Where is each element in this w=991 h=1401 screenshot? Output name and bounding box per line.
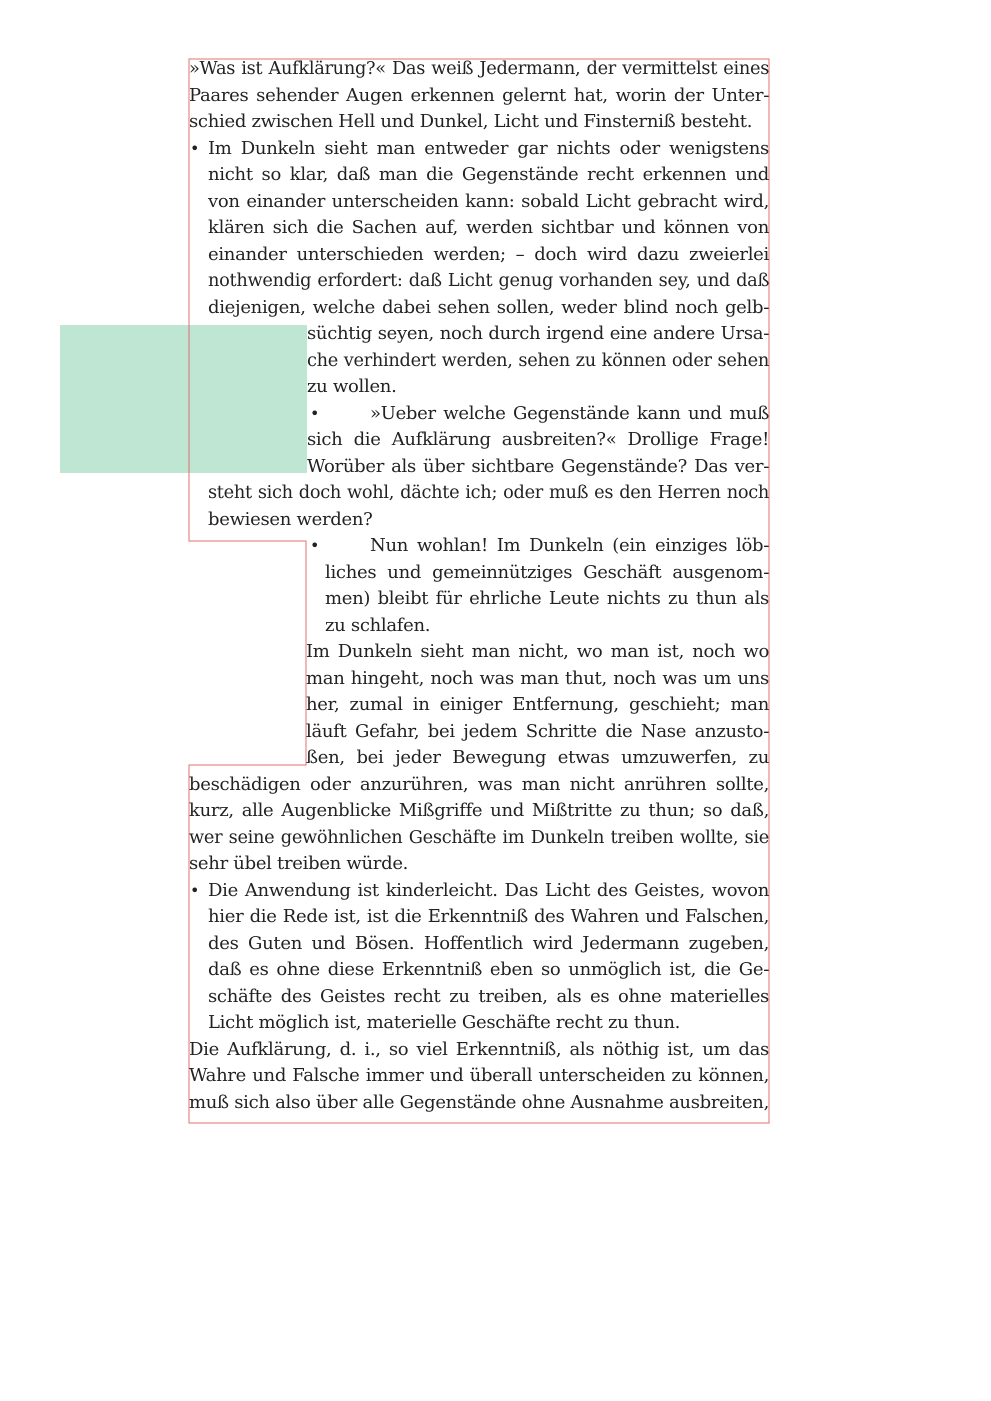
text-line: von einander unterscheiden kann: sobald Licht gebracht wird, [208, 190, 769, 212]
text-line: steht sich doch wohl, dächte ich; oder muß es den Herren noch [208, 483, 769, 503]
text-line: diejenigen, welche dabei sehen sollen, weder blind noch gelb- [208, 296, 769, 318]
text-line: schied zwischen Hell und Dunkel, Licht und Finsterniß besteht. [189, 111, 753, 132]
text-line: Die Aufklärung, d. i., so viel Erkenntniß, als nöthig ist, um das [189, 1038, 769, 1060]
text-line: »Ueber welche Gegenstände kann und muß [370, 402, 769, 424]
text-line: »Was ist Aufklärung?« Das weiß Jedermann, der vermittelst eines [189, 59, 769, 79]
text-line: einander unterschieden werden; – doch wird dazu zweierlei [208, 243, 769, 265]
text-line: ßen, bei jeder Bewegung etwas umzuwerfen, zu [306, 747, 769, 768]
text-line: zu schlafen. [325, 614, 431, 636]
text-line: des Guten und Bösen. Hoffentlich wird Jedermann zugeben, [208, 932, 769, 954]
bullet-icon: • [310, 536, 320, 555]
text-line: muß sich also über alle Gegenstände ohne Ausnahme ausbreiten, [189, 1091, 769, 1113]
text-line: sich die Aufklärung ausbreiten?« Drollige Frage! [307, 429, 769, 450]
text-line: liches und gemeinnütziges Geschäft ausgenom- [325, 561, 769, 583]
text-line: man hingeht, noch was man thut, noch was um uns [306, 667, 769, 689]
text-line: schäfte des Geistes recht zu treiben, als es ohne materielles [208, 985, 769, 1007]
text-line: beschädigen oder anzurühren, was man nicht anrühren sollte, [189, 773, 769, 795]
text-line: Wahre und Falsche immer und überall unterscheiden zu können, [189, 1065, 769, 1086]
bullet-icon: • [190, 880, 200, 900]
text-line: klären sich die Sachen auf, werden sichtbar und können von [208, 217, 769, 238]
text-line: Paares sehender Augen erkennen gelernt hat, worin der Unter- [189, 84, 769, 106]
text-line: hier die Rede ist, ist die Erkenntniß des Wahren und Falschen, [208, 906, 769, 927]
text-line: che verhindert werden, sehen zu können oder sehen [307, 350, 769, 371]
text-line: nicht so klar, daß man die Gegenstände recht erkennen und [208, 164, 769, 185]
text-line: läuft Gefahr, bei jedem Schritte die Nase anzusto- [306, 720, 769, 742]
float-region [60, 325, 307, 473]
text-line: zu wollen. [307, 376, 397, 397]
text-line: Im Dunkeln sieht man entweder gar nichts oder wenigstens [208, 137, 769, 159]
text-line: sehr übel treiben würde. [189, 853, 409, 874]
text-line: Licht möglich ist, materielle Geschäfte recht zu thun. [208, 1012, 681, 1033]
text-line: Im Dunkeln sieht man nicht, wo man ist, noch wo [306, 641, 769, 662]
text-line: bewiesen werden? [208, 508, 373, 530]
text-line: nothwendig erfordert: daß Licht genug vorhanden sey, und daß [208, 271, 769, 291]
text-line: her, zumal in einiger Entfernung, geschieht; man [306, 694, 769, 715]
text-line: daß es ohne diese Erkenntniß eben so unmöglich ist, die Ge- [208, 959, 769, 980]
text-line: Worüber als über sichtbare Gegenstände? Das ver- [307, 455, 769, 477]
text-line: wer seine gewöhnlichen Geschäfte im Dunkeln treiben wollte, sie [189, 827, 769, 848]
text-line: men) bleibt für ehrliche Leute nichts zu thun als [325, 588, 769, 609]
bullet-icon: • [310, 403, 320, 423]
text-line: süchtig seyen, noch durch irgend eine andere Ursa- [307, 323, 769, 344]
text-line: Die Anwendung ist kinderleicht. Das Licht des Geistes, wovon [208, 879, 769, 901]
bullet-icon: • [190, 138, 200, 158]
text-line: kurz, alle Augenblicke Mißgriffe und Mißtritte zu thun; so daß, [189, 800, 769, 821]
text-line: Nun wohlan! Im Dunkeln (ein einziges löb- [370, 535, 769, 556]
